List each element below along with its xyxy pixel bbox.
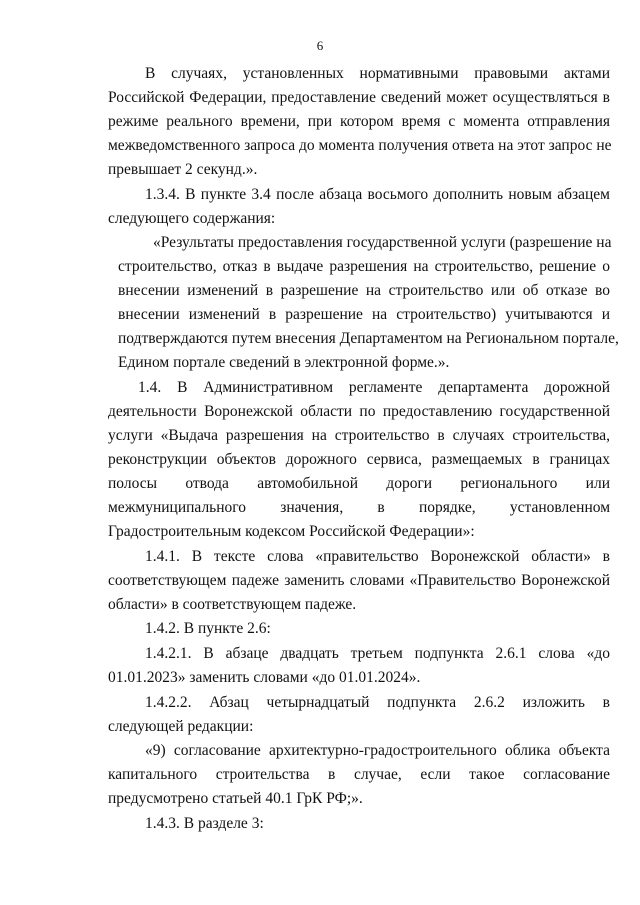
text-line: предусмотрено статьей 40.1 ГрК РФ;». <box>108 790 363 807</box>
text-line: 1.4.2. В пункте 2.6: <box>145 620 271 637</box>
text-line: подтверждаются путем внесения Департаментом на Региональном портале, <box>118 330 619 347</box>
text-line: внесении изменений в разрешение на строительство или об отказе во <box>118 282 610 299</box>
text-line: соответствующем падеже заменить словами «Правительство Воронежской <box>108 572 610 589</box>
text-line: внесении изменений в разрешение на строительство) учитываются и <box>118 306 610 323</box>
text-line: капитального строительства в случае, если такое согласование <box>108 766 610 783</box>
text-line: межмуниципального значения, в порядке, установленном <box>108 499 610 516</box>
text-line: следующей редакции: <box>108 718 254 735</box>
text-line: 1.4.3. В разделе 3: <box>145 815 264 832</box>
text-line: 1.4. В Административном регламенте департамента дорожной <box>138 379 610 396</box>
text-line: следующего содержания: <box>108 210 276 227</box>
text-line: 1.3.4. В пункте 3.4 после абзаца восьмого дополнить новым абзацем <box>145 186 610 203</box>
text-line: области» в соответствующем падеже. <box>108 596 357 613</box>
text-line: 01.01.2023» заменить словами «до 01.01.2024». <box>108 669 421 686</box>
text-line: деятельности Воронежской области по предоставлению государственной <box>108 403 610 420</box>
text-line: В случаях, установленных нормативными правовыми актами <box>145 65 610 82</box>
page-number: 6 <box>316 38 324 53</box>
text-line: Градостроительным кодексом Российской Федерации»: <box>108 523 475 540</box>
text-line: Российской Федерации, предоставление сведений может осуществляться в <box>108 89 610 106</box>
text-line: полосы отвода автомобильной дороги регионального или <box>108 475 610 492</box>
text-line: строительство, отказ в выдаче разрешения на строительство, решение о <box>118 258 610 275</box>
text-line: услуги «Выдача разрешения на строительство в случаях строительства, <box>108 427 610 444</box>
text-line: превышает 2 секунд.». <box>108 161 258 178</box>
text-line: 1.4.1. В тексте слова «правительство Воронежской области» в <box>145 548 610 565</box>
text-line: «9) согласование архитектурно-градостроительного облика объекта <box>145 742 610 759</box>
text-line: Едином портале сведений в электронной форме.». <box>118 354 450 371</box>
text-line: реконструкции объектов дорожного сервиса, размещаемых в границах <box>108 451 610 468</box>
text-line: «Результаты предоставления государственной услуги (разрешение на <box>153 234 612 251</box>
text-line: межведомственного запроса до момента получения ответа на этот запрос не <box>108 137 612 154</box>
text-line: режиме реального времени, при котором время с момента отправления <box>108 113 610 130</box>
text-line: 1.4.2.2. Абзац четырнадцатый подпункта 2.6.2 изложить в <box>145 694 610 711</box>
text-line: 1.4.2.1. В абзаце двадцать третьем подпункта 2.6.1 слова «до <box>145 645 610 662</box>
